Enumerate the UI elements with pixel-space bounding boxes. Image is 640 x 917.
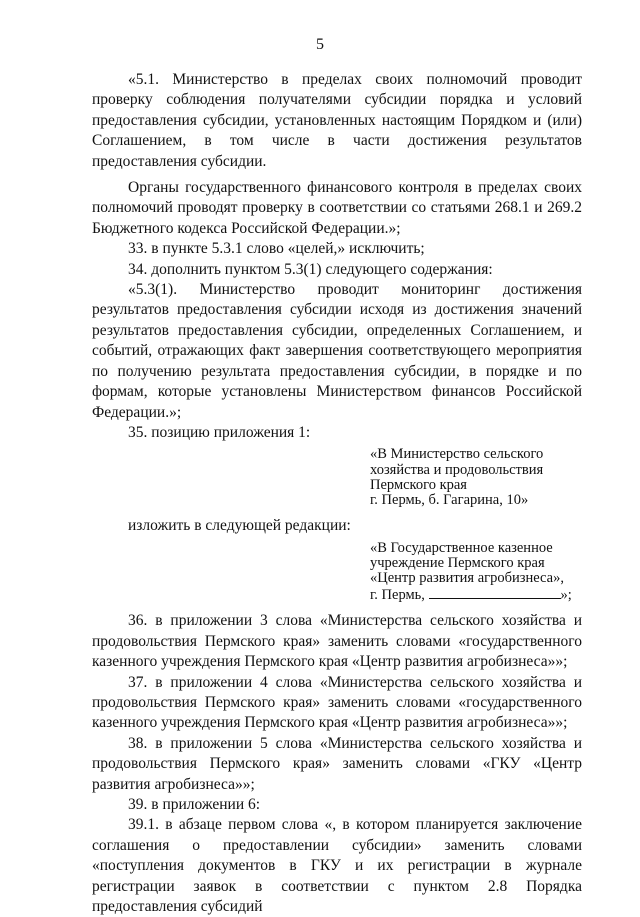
address-fill-line [429,586,561,599]
paragraph-item-38: 38. в приложении 5 слова «Министерства сельского хозяйства и продовольствия Пермского края» заменить словами «ГКУ «Центр развития агробизнеса»»; [92,734,582,793]
paragraph-item-36: 36. в приложении 3 слова «Министерства сельского хозяйства и продовольствия Пермского края» заменить словами «государственного казенного учреждения Пермского края «Центр развития агробизнеса»»; [92,612,582,671]
address-new-closing: »; [560,587,572,604]
address-old-line-3: Пермского края [370,476,467,493]
paragraph-item-33: 33. в пункте 5.3.1 слово «целей,» исключить; [128,240,425,258]
paragraph-item-34: 34. дополнить пунктом 5.3(1) следующего содержания: [128,260,493,278]
paragraph-control-organs: Органы государственного финансового контроля в пределах своих полномочий проводят проверку в соответствии со статьями 268.1 и 269.2 Бюджетного кодекса Российской Федерации.»; [92,179,582,237]
paragraph-item-37: 37. в приложении 4 слова «Министерства сельского хозяйства и продовольствия Пермского края» заменить словами «государственного казенного учреждения Пермского края «Центр развития агробизнеса»»; [92,673,582,732]
paragraph-item-35: 35. позицию приложения 1: [128,423,311,441]
address-new-city: г. Пермь, [370,587,425,604]
paragraph-item-39-1: 39.1. в абзаце первом слова «, в котором планируется заключение соглашения о предоставлении субсидии» заменить словами «поступления документов в ГКУ и их регистрации в журнале регистрации заявок в соответствии с пунктом 2.8 Порядка предоставления субсидий [92,816,582,916]
address-block-old [370,447,585,508]
page-number: 5 [316,36,324,53]
address-old-line-1: «В Министерство сельского [370,446,544,463]
address-new-line-4 [370,586,585,603]
address-block-new [370,541,585,604]
paragraph-item-39: 39. в приложении 6: [128,796,261,813]
paragraph-new-edition-label: изложить в следующей редакции: [128,517,351,535]
address-new-line-1: «В Государственное казенное [370,539,553,556]
paragraph-5-3-1: «5.3(1). Министерство проводит мониторинг достижения результатов предоставления субсидии исходя из достижения значений результатов предоставления субсидии, определенных Соглашением, и событий, отражающих факт завершения соответствующего мероприятия по получению результата предоставления субсидии, в порядке и по формам, которые установлены Министерством финансов Российской Федерации.»; [92,281,582,421]
address-new-line-2: учреждение Пермского края [370,554,545,571]
address-new-line-3: «Центр развития агробизнеса», [370,569,564,586]
document-body [92,70,582,917]
address-old-line-4: г. Пермь, б. Гагарина, 10» [370,491,529,508]
address-old-line-2: хозяйства и продовольствия [370,461,544,478]
paragraph-5-1: «5.1. Министерство в пределах своих полномочий проводит проверку соблюдения получателями субсидии порядка и условий предоставления субсидии, установленных настоящим Порядком и (или) Соглашением, в том числе в части достижения результатов предоставления субсидии. [92,71,582,170]
